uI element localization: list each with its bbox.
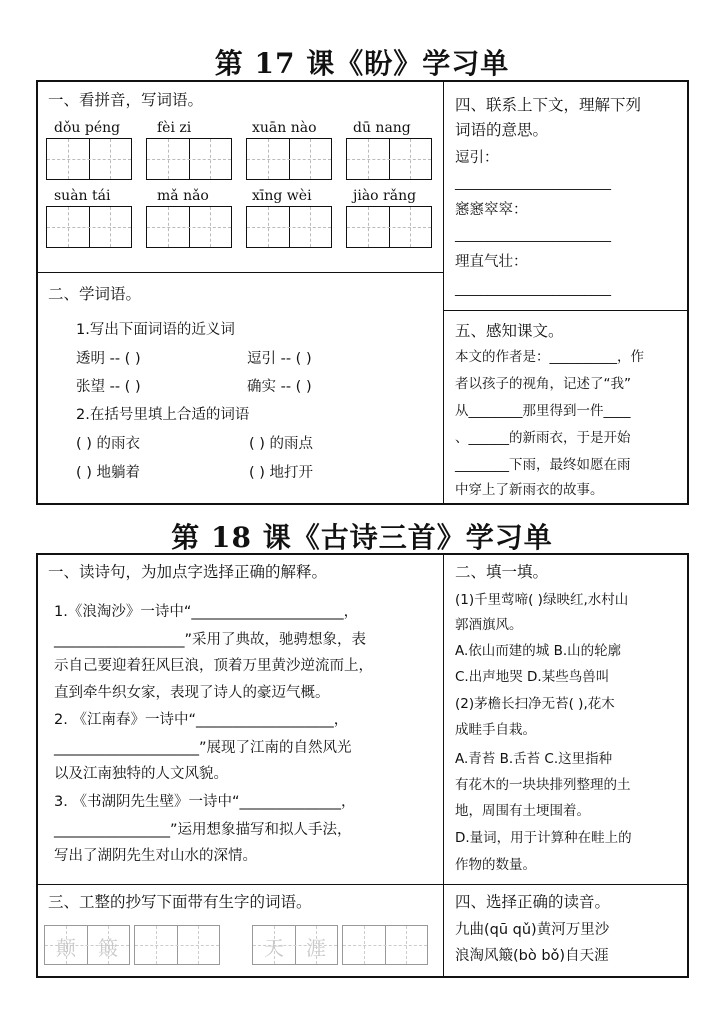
trace-char: 天 xyxy=(264,936,284,960)
option-line: D.量词，用于计算种在畦上的 xyxy=(455,830,632,846)
text-line: ____________________”展现了江南的自然风光 xyxy=(54,740,352,756)
pinyin-label: fèi zi xyxy=(157,120,192,136)
section-heading: 词语的意思。 xyxy=(455,121,549,139)
text-line: 者以孩子的视角，记述了“我” xyxy=(455,376,631,392)
writing-grid[interactable] xyxy=(342,925,428,965)
pinyin-label: mǎ nǎo xyxy=(157,188,209,204)
section-heading: 三、工整的抄写下面带有生字的词语。 xyxy=(48,893,312,911)
fill-item[interactable]: ( ) 的雨点 xyxy=(249,436,314,452)
option-line: 有花木的一块块排列整理的土 xyxy=(455,777,631,793)
tracing-grid[interactable] xyxy=(252,925,338,965)
section-heading: 五、感知课文。 xyxy=(455,322,564,340)
fill-item[interactable]: ( ) 地打开 xyxy=(249,465,314,481)
text-line: ________下雨，最终如愿在雨 xyxy=(455,457,631,473)
text-line: 写出了湖阴先生对山水的深情。 xyxy=(54,848,257,864)
fill-item[interactable]: ( ) 的雨衣 xyxy=(76,436,141,452)
divider xyxy=(36,884,689,885)
section-heading: 一、看拼音，写词语。 xyxy=(48,91,204,109)
text-line: 郭酒旗风。 xyxy=(455,617,523,633)
trace-char: 簸 xyxy=(98,936,118,960)
pinyin-label: dǒu péng xyxy=(54,120,121,136)
writing-grid[interactable] xyxy=(246,206,332,248)
pinyin-label: jiào rǎng xyxy=(353,188,417,204)
pinyin-label: xīng wèi xyxy=(252,188,312,204)
writing-grid[interactable] xyxy=(46,138,132,180)
section-heading: 四、联系上下文，理解下列 xyxy=(455,96,642,114)
section-heading: 四、选择正确的读音。 xyxy=(455,893,611,911)
option-line: A.依山而建的城 B.山的轮廓 xyxy=(455,643,622,659)
text-line: 、______的新雨衣，于是开始 xyxy=(455,430,631,446)
pinyin-label: xuān nào xyxy=(252,120,317,136)
answer-line[interactable]: ________________________ xyxy=(455,228,611,243)
divider xyxy=(443,310,689,311)
pinyin-label: suàn tái xyxy=(54,188,111,204)
word-label: 逗引： xyxy=(455,150,499,166)
writing-grid[interactable] xyxy=(246,138,332,180)
synonym-item[interactable]: 张望 -- ( ) xyxy=(76,379,141,395)
text-line: 2. 《江南春》一诗中“___________________， xyxy=(54,712,349,728)
text-line: 3. 《书湖阴先生壁》一诗中“______________， xyxy=(54,794,356,810)
option-line: C.出声地哭 D.某些鸟兽叫 xyxy=(455,669,610,685)
text-line: 示自己要迎着狂风巨浪，顶着万里黄沙逆流而上， xyxy=(54,658,373,674)
text-line: 直到牵牛织女家，表现了诗人的豪迈气概。 xyxy=(54,685,330,701)
answer-line[interactable]: ________________________ xyxy=(455,282,611,297)
section-heading: 二、填一填。 xyxy=(455,563,549,581)
synonym-item[interactable]: 确实 -- ( ) xyxy=(247,379,312,395)
fill-item[interactable]: ( ) 地躺着 xyxy=(76,465,141,481)
text-line: (2)茅檐长扫净无苔( ),花木 xyxy=(455,696,615,712)
text-line: 成畦手自栽。 xyxy=(455,722,536,738)
tracing-grid[interactable] xyxy=(44,925,130,965)
option-line: A.青苔 B.舌苔 C.这里指种 xyxy=(455,751,613,767)
divider xyxy=(36,272,444,273)
synonym-item[interactable]: 逗引 -- ( ) xyxy=(247,351,312,367)
text-line: 中穿上了新雨衣的故事。 xyxy=(455,482,604,498)
divider xyxy=(443,553,444,978)
option-line: 地，周围有土埂围着。 xyxy=(455,803,590,819)
text-line: 九曲(qū qǔ)黄河万里沙 xyxy=(455,922,610,938)
text-line: 以及江南独特的人文风貌。 xyxy=(54,766,228,782)
text-line: 从________那里得到一件____ xyxy=(455,403,631,419)
section-heading: 二、学词语。 xyxy=(48,285,142,303)
writing-grid[interactable] xyxy=(146,138,232,180)
text-line: 1.《浪淘沙》一诗中“_____________________， xyxy=(54,604,359,620)
text-line: 本文的作者是：__________，作 xyxy=(455,349,644,365)
text-line: __________________”采用了典故，驰骋想象，表 xyxy=(54,632,367,648)
text-line: ________________”运用想象描写和拟人手法， xyxy=(54,822,352,838)
trace-char: 颠 xyxy=(56,936,76,960)
word-label: 窸窸窣窣： xyxy=(455,202,528,218)
answer-line[interactable]: ________________________ xyxy=(455,176,611,191)
writing-grid[interactable] xyxy=(346,138,432,180)
section-heading: 一、读诗句，为加点字选择正确的解释。 xyxy=(48,563,328,581)
synonym-item[interactable]: 透明 -- ( ) xyxy=(76,351,141,367)
text-line: (1)千里莺啼( )绿映红,水村山 xyxy=(455,592,629,608)
lesson18-title: 第 18 课《古诗三首》学习单 xyxy=(171,521,553,554)
divider xyxy=(443,80,444,505)
writing-grid[interactable] xyxy=(346,206,432,248)
writing-grid[interactable] xyxy=(46,206,132,248)
word-label: 理直气壮： xyxy=(455,254,528,270)
writing-grid[interactable] xyxy=(146,206,232,248)
question-text: 1.写出下面词语的近义词 xyxy=(76,322,235,338)
text-line: 浪淘风簸(bò bǒ)自天涯 xyxy=(455,948,609,964)
question-text: 2.在括号里填上合适的词语 xyxy=(76,407,250,423)
writing-grid[interactable] xyxy=(134,925,220,965)
pinyin-label: dū nang xyxy=(353,120,411,136)
trace-char: 涯 xyxy=(306,936,326,960)
lesson17-title: 第 17 课《盼》学习单 xyxy=(214,47,510,80)
option-line: 作物的数量。 xyxy=(455,857,536,873)
